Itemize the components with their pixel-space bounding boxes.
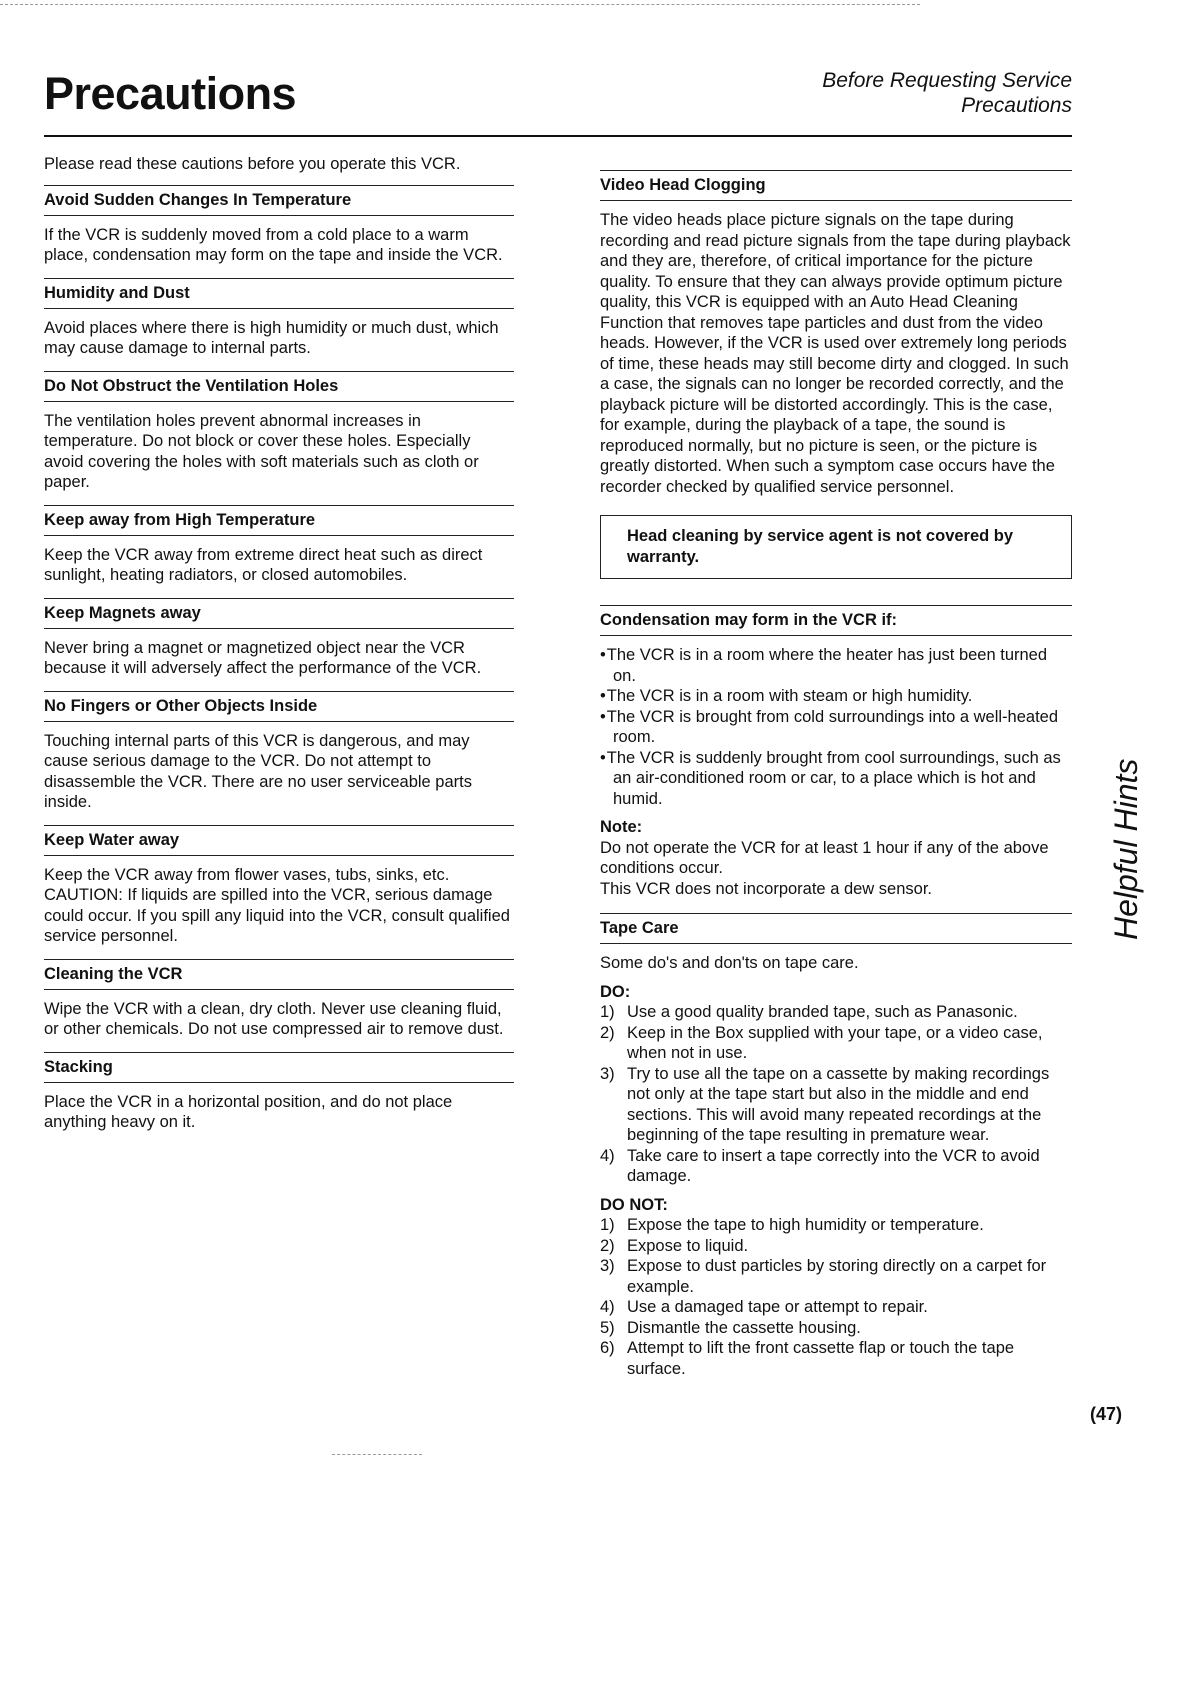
do-not-label: DO NOT:	[600, 1195, 668, 1214]
breadcrumb	[822, 68, 1072, 118]
list-item	[600, 1256, 1072, 1297]
item-number: 1)	[600, 1003, 615, 1021]
item-number: 3)	[600, 1064, 615, 1083]
item-text: Expose to dust particles by storing directly on a carpet for example.	[627, 1257, 1047, 1296]
do-not-list	[600, 1215, 1072, 1379]
section-heading: Keep Water away	[44, 825, 514, 856]
condensation-list	[600, 645, 1072, 809]
section-body: The video heads place picture signals on the tape during recording and read picture signals from the tape during playback and they are, therefore, of critical importance for the picture quality. To ensure that they can always provide optimum picture quality, this VCR is equipped with an Auto Head Cleaning Function that removes tape particles and dust from the video heads. However, if the VCR is used over extremely long periods of time, these heads may still become dirty and clogged. In such a case, the signals can no longer be recorded correctly, and the playback picture will be distorted accordingly. This is the case, for example, during the playback of a tape, the sound is reproduced normally, but no picture is seen, or the picture is greatly distorted. When such a symptom case occurs have the recorder checked by qualified service personnel.	[600, 211, 1071, 496]
section-tape-care	[600, 913, 1072, 1379]
section-body: Wipe the VCR with a clean, dry cloth. Never use cleaning fluid, or other chemicals. Do not use compressed air to remove dust.	[44, 999, 504, 1038]
section-heading: Do Not Obstruct the Ventilation Holes	[44, 371, 514, 402]
section-heading: Tape Care	[600, 913, 1072, 944]
item-text: Try to use all the tape on a cassette by making recordings not only at the tape start but also in the middle and end sections. This will avoid many repeated recordings at the beginning of the tape resulting in premature wear.	[627, 1064, 1050, 1144]
note-text: Do not operate the VCR for at least 1 hour if any of the above conditions occur.	[600, 838, 1049, 877]
item-text: Keep in the Box supplied with your tape, or a video case, when not in use.	[627, 1023, 1043, 1062]
section-body: The ventilation holes prevent abnormal increases in temperature. Do not block or cover these holes. Especially avoid covering the holes with soft materials such as cloth or paper.	[44, 411, 479, 491]
section-temperature-change	[44, 185, 514, 266]
section-body: Place the VCR in a horizontal position, and do not place anything heavy on it.	[44, 1092, 453, 1131]
item-text: Expose to liquid.	[627, 1236, 749, 1255]
section-body: If the VCR is suddenly moved from a cold place to a warm place, condensation may form on the tape and inside the VCR.	[44, 225, 503, 264]
left-column	[44, 154, 514, 1145]
section-heading: Avoid Sudden Changes In Temperature	[44, 185, 514, 216]
do-list	[600, 1002, 1072, 1187]
section-fingers-objects	[44, 691, 514, 813]
list-item: • The VCR is in a room with steam or high humidity.	[600, 686, 1072, 707]
note-label: Note:	[600, 818, 643, 836]
intro-text: Please read these cautions before you operate this VCR.	[44, 155, 461, 173]
do-label: DO:	[600, 982, 631, 1001]
section-stacking	[44, 1052, 514, 1133]
section-heading: Keep Magnets away	[44, 598, 514, 629]
section-cleaning	[44, 959, 514, 1040]
item-text: Take care to insert a tape correctly into the VCR to avoid damage.	[627, 1146, 1040, 1185]
item-number: 5)	[600, 1318, 615, 1337]
list-item	[600, 1297, 1072, 1318]
item-number: 6)	[600, 1339, 615, 1357]
list-item: • The VCR is in a room where the heater has just been turned on.	[600, 645, 1072, 686]
section-condensation	[600, 605, 1072, 899]
item-text: Attempt to lift the front cassette flap or touch the tape surface.	[627, 1339, 1015, 1378]
item-number: 4)	[600, 1298, 615, 1316]
section-body: Touching internal parts of this VCR is dangerous, and may cause serious damage to the VCR. Do not attempt to disassemble the VCR. There are no user serviceable parts inside.	[44, 731, 472, 811]
page-number: (47)	[1090, 1404, 1123, 1424]
right-column	[600, 170, 1072, 1379]
item-text: Use a good quality branded tape, such as Panasonic.	[627, 1003, 1018, 1021]
section-ventilation	[44, 371, 514, 493]
list-item	[600, 1146, 1072, 1187]
item-number: 1)	[600, 1216, 615, 1234]
item-text: Dismantle the cassette housing.	[627, 1318, 861, 1337]
section-heading: Stacking	[44, 1052, 514, 1083]
list-item	[600, 1023, 1072, 1064]
section-body: Some do's and don'ts on tape care.	[600, 954, 859, 972]
item-number: 2)	[600, 1236, 615, 1255]
list-item	[600, 1236, 1072, 1257]
note-text: This VCR does not incorporate a dew sensor.	[600, 879, 933, 898]
list-item	[600, 1338, 1072, 1379]
list-item	[600, 1215, 1072, 1236]
section-water	[44, 825, 514, 947]
section-humidity-dust	[44, 278, 514, 359]
header-rule	[44, 135, 1072, 137]
section-heading: Condensation may form in the VCR if:	[600, 605, 1072, 636]
list-item	[600, 1002, 1072, 1023]
section-heading: Humidity and Dust	[44, 278, 514, 309]
list-item: • The VCR is brought from cold surroundings into a well-heated room.	[600, 707, 1072, 748]
section-magnets	[44, 598, 514, 679]
warranty-notice-box: Head cleaning by service agent is not covered by warranty.	[600, 515, 1072, 579]
section-heading: No Fingers or Other Objects Inside	[44, 691, 514, 722]
section-side-tab: Helpful Hints	[1108, 758, 1144, 940]
scan-footer-line	[332, 1454, 422, 1455]
page-title: Precautions	[44, 68, 297, 119]
section-head-clogging	[600, 170, 1072, 579]
section-high-temperature	[44, 505, 514, 586]
section-body: Never bring a magnet or magnetized object near the VCR because it will adversely affect the performance of the VCR.	[44, 638, 482, 677]
list-item	[600, 1064, 1072, 1146]
section-body: Keep the VCR away from flower vases, tubs, sinks, etc. CAUTION: If liquids are spilled into the VCR, serious damage could occur. If you spill any liquid into the VCR, consult qualified service personnel.	[44, 865, 510, 945]
item-text: Expose the tape to high humidity or temperature.	[627, 1216, 984, 1234]
item-number: 2)	[600, 1023, 615, 1042]
breadcrumb-chapter: Before Requesting Service	[822, 69, 1072, 92]
section-heading: Video Head Clogging	[600, 170, 1072, 201]
breadcrumb-page: Precautions	[961, 94, 1072, 117]
section-body: Avoid places where there is high humidity or much dust, which may cause damage to internal parts.	[44, 318, 499, 357]
list-item	[600, 1318, 1072, 1339]
item-number: 4)	[600, 1146, 615, 1165]
item-number: 3)	[600, 1257, 615, 1275]
section-heading: Keep away from High Temperature	[44, 505, 514, 536]
item-text: Use a damaged tape or attempt to repair.	[627, 1298, 928, 1316]
section-heading: Cleaning the VCR	[44, 959, 514, 990]
scan-top-line	[0, 4, 920, 5]
section-body: Keep the VCR away from extreme direct heat such as direct sunlight, heating radiators, or closed automobiles.	[44, 545, 483, 584]
list-item: • The VCR is suddenly brought from cool surroundings, such as an air-conditioned room or car, to a place which is hot and humid.	[600, 748, 1072, 810]
